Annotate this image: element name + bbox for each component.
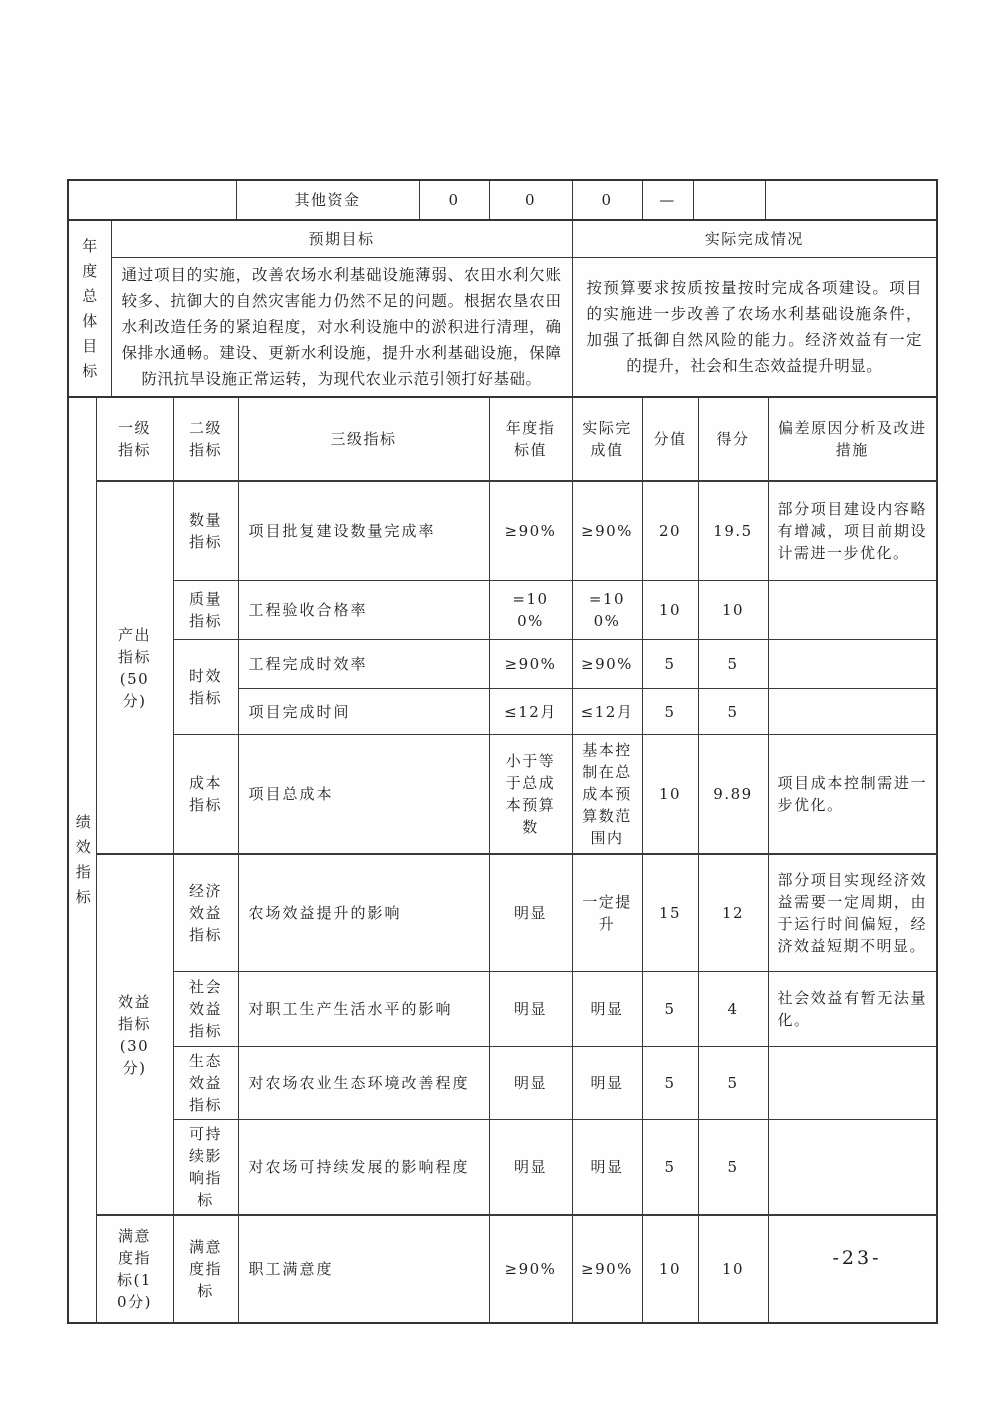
col-header-actual: 实际完成值 [572,397,642,481]
cell-actual: 一定提升 [572,854,642,972]
cell-score: 5 [698,1120,768,1216]
indicator-row-ecological [68,1047,937,1120]
cell-level3: 对农场农业生态环境改善程度 [238,1047,489,1120]
cell-actual: 明显 [572,1047,642,1120]
cell-level3: 项目完成时间 [238,689,489,735]
cell-score: 12 [698,854,768,972]
performance-row-header-label: 绩效指标 [75,813,91,906]
cell-score: 5 [698,689,768,735]
cell-points: 5 [642,640,698,689]
expected-goal-text: 通过项目的实施，改善农场水利基础设施薄弱、农田水利欠账较多、抗御大的自然灾害能力仍然不足的问题。根据农垦农田水利改造任务的紧迫程度，对水利设施中的淤积进行清理，确保排水通畅。建设、更新水利设施，提升水利基础设施，保障防汛抗旱设施正常运转，为现代农业示范引领打好基础。 [111,258,572,398]
cell-actual: 明显 [572,1120,642,1216]
cell-level2: 满意度指标 [173,1215,238,1323]
col-header-points: 分值 [642,397,698,481]
annual-goal-table [67,219,938,398]
cell-actual: ≥90% [572,481,642,581]
cell-score: 5 [698,1047,768,1120]
cell-deviation [768,689,937,735]
cell-points: 20 [642,481,698,581]
cell-points: 10 [642,735,698,855]
cell-points: 15 [642,854,698,972]
cell-level3: 职工满意度 [238,1215,489,1323]
cell-level2: 社会效益指标 [173,972,238,1047]
other-funds-label: 其他资金 [236,180,419,220]
group-output-indicators: 产出指标(50分) [96,481,173,854]
cell-points: 5 [642,1120,698,1216]
cell-score: 10 [698,1215,768,1323]
carryover-funding-row-table [67,179,938,221]
cell-level3: 对职工生产生活水平的影响 [238,972,489,1047]
cell-level3: 农场效益提升的影响 [238,854,489,972]
col-header-level2: 二级指标 [173,397,238,481]
cell-target: ≥90% [489,1215,572,1323]
cell-actual: ≤12月 [572,689,642,735]
cell-actual: 基本控制在总成本预算数范围内 [572,735,642,855]
indicator-row-timeliness-1 [68,640,937,689]
page-number: -23- [832,1247,882,1269]
cell-target: ≤12月 [489,689,572,735]
actual-completion-text: 按预算要求按质按量按时完成各项建设。项目的实施进一步改善了农场水利基础设施条件，加强了抵御自然风险的能力。经济效益有一定的提升，社会和生态效益提升明显。 [572,258,937,398]
cell-deviation [768,1047,937,1120]
cell-target: ≥90% [489,481,572,581]
cell-level2: 成本指标 [173,735,238,855]
other-funds-value-3: 0 [572,180,642,220]
indicator-row-quality [68,581,937,640]
indicator-row-economic [68,854,937,972]
indicator-row-quantity [68,481,937,581]
other-funds-value-2: 0 [489,180,572,220]
col-header-deviation: 偏差原因分析及改进措施 [768,397,937,481]
other-funds-value-1: 0 [419,180,489,220]
col-header-level3: 三级指标 [238,397,489,481]
cell-target: 明显 [489,854,572,972]
cell-score: 4 [698,972,768,1047]
cell-deviation [768,640,937,689]
cell-deviation: 社会效益有暂无法量化。 [768,972,937,1047]
cell-points: 5 [642,972,698,1047]
annual-goal-row-header-label: 年度总体目标 [82,236,98,380]
other-funds-empty-2 [765,180,937,220]
cell-score: 10 [698,581,768,640]
cell-level2: 时效指标 [173,640,238,735]
col-header-level1: 一级指标 [96,397,173,481]
cell-level3: 项目批复建设数量完成率 [238,481,489,581]
cell-deviation: 部分项目实现经济效益需要一定周期，由于运行时间偏短，经济效益短期不明显。 [768,854,937,972]
other-funds-empty-1 [693,180,765,220]
expected-goal-header: 预期目标 [111,220,572,258]
cell-level2: 经济效益指标 [173,854,238,972]
annual-goal-body-row [68,258,937,398]
cell-level3: 工程验收合格率 [238,581,489,640]
cell-level3: 工程完成时效率 [238,640,489,689]
cell-target: 明显 [489,1047,572,1120]
cell-level2: 质量指标 [173,581,238,640]
cell-target: ≥90% [489,640,572,689]
cell-level2: 可持续影响指标 [173,1120,238,1216]
cell-level2: 数量指标 [173,481,238,581]
cell-level3: 对农场可持续发展的影响程度 [238,1120,489,1216]
cell-actual: 明显 [572,972,642,1047]
cell-score: 19.5 [698,481,768,581]
cell-deviation: 部分项目建设内容略有增减，项目前期设计需进一步优化。 [768,481,937,581]
cell-target: =100% [489,581,572,640]
cell-deviation: 项目成本控制需进一步优化。 [768,735,937,855]
col-header-score: 得分 [698,397,768,481]
cell-score: 9.89 [698,735,768,855]
cell-deviation [768,1215,937,1323]
other-funds-value-4: — [642,180,693,220]
cell-points: 10 [642,1215,698,1323]
indicator-header-row [68,397,937,481]
cell-deviation [768,581,937,640]
cell-level2: 生态效益指标 [173,1047,238,1120]
cell-target: 明显 [489,1120,572,1216]
cell-level3: 项目总成本 [238,735,489,855]
cell-points: 5 [642,689,698,735]
carryover-row [68,180,937,220]
performance-row-header [68,397,96,1323]
cell-actual: ≥90% [572,640,642,689]
cell-deviation [768,1120,937,1216]
performance-indicator-table [67,396,938,1324]
annual-goal-header-row [68,220,937,258]
indicator-row-sustainability [68,1120,937,1216]
indicator-row-satisfaction [68,1215,937,1323]
actual-completion-header: 实际完成情况 [572,220,937,258]
cell-score: 5 [698,640,768,689]
cell-points: 5 [642,1047,698,1120]
report-sheet [67,179,936,1324]
cell-actual: =100% [572,581,642,640]
carryover-empty-cell [68,180,236,220]
group-benefit-indicators: 效益指标(30分) [96,854,173,1215]
cell-actual: ≥90% [572,1215,642,1323]
cell-points: 10 [642,581,698,640]
indicator-row-social [68,972,937,1047]
cell-target: 小于等于总成本预算数 [489,735,572,855]
col-header-target: 年度指标值 [489,397,572,481]
indicator-row-cost [68,735,937,855]
annual-goal-row-header [68,220,111,397]
group-satisfaction-indicators: 满意度指标(10分) [96,1215,173,1323]
cell-target: 明显 [489,972,572,1047]
